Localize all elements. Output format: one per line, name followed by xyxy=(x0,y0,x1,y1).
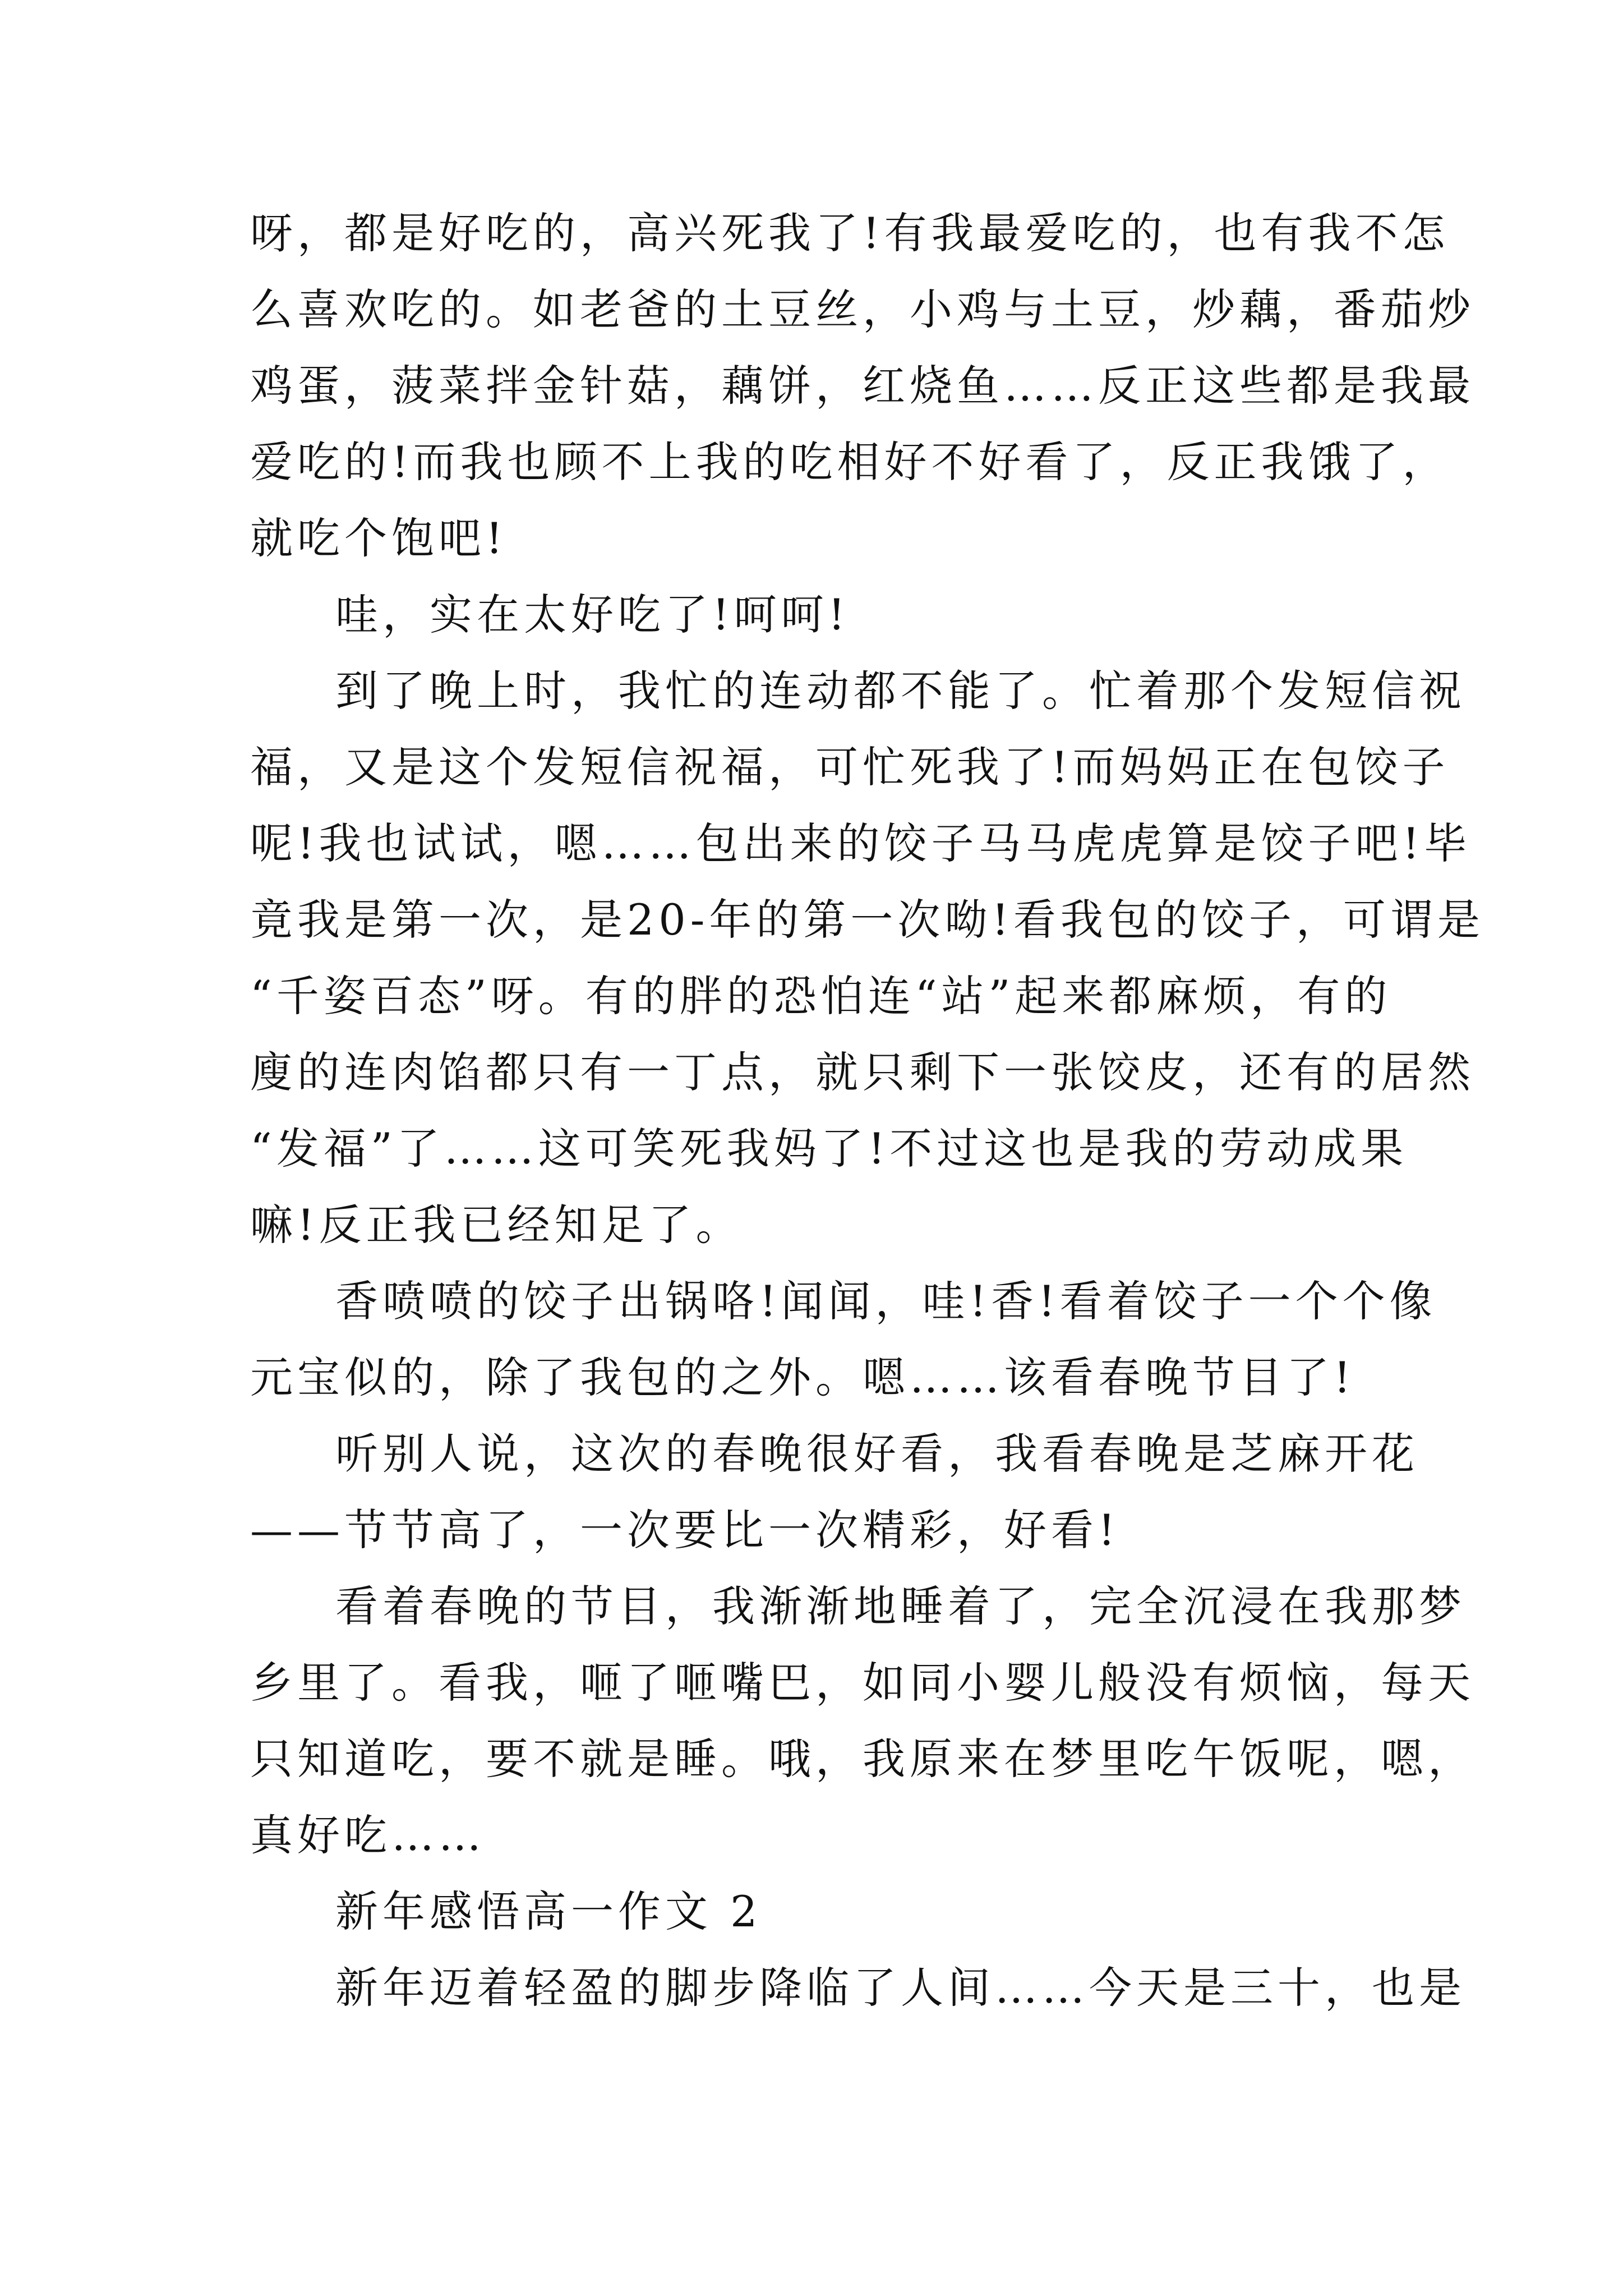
text-line: 呀，都是好吃的，高兴死我了!有我最爱吃的，也有我不怎 xyxy=(250,208,1450,258)
text-line: 元宝似的，除了我包的之外。嗯……该看春晚节目了! xyxy=(250,1352,1355,1402)
text-line: 只知道吃，要不就是睡。哦，我原来在梦里吃午饭呢，嗯， xyxy=(250,1734,1475,1784)
section-heading: 新年感悟高一作文 2 xyxy=(335,1887,762,1936)
text-line: 呢!我也试试，嗯……包出来的饺子马马虎虎算是饺子吧!毕 xyxy=(250,818,1472,868)
paragraph-start-line: 香喷喷的饺子出锅咯!闻闻，哇!香!看着饺子一个个像 xyxy=(335,1276,1437,1326)
text-line: 福，又是这个发短信祝福，可忙死我了!而妈妈正在包饺子 xyxy=(250,742,1450,792)
text-line: 就吃个饱吧! xyxy=(250,513,508,563)
body-text xyxy=(250,195,1484,2026)
text-line: ——节节高了，一次要比一次精彩，好看! xyxy=(250,1505,1120,1555)
paragraph-start-line: 看着春晚的节目，我渐渐地睡着了，完全沉浸在我那梦 xyxy=(335,1581,1466,1631)
text-line: 鸡蛋，菠菜拌金针菇，藕饼，红烧鱼……反正这些都是我最 xyxy=(250,361,1475,411)
paragraph-start-line: 到了晚上时，我忙的连动都不能了。忙着那个发短信祝 xyxy=(335,666,1466,716)
paragraph-start-line: 哇，实在太好吃了!呵呵! xyxy=(335,590,850,639)
text-line: 乡里了。看我，咂了咂嘴巴，如同小婴儿般没有烦恼，每天 xyxy=(250,1658,1475,1708)
text-line: “千姿百态”呀。有的胖的恐怕连“站”起来都麻烦，有的 xyxy=(250,971,1392,1021)
text-line: 爱吃的!而我也顾不上我的吃相好不好看了，反正我饿了， xyxy=(250,437,1450,487)
paragraph-start-line: 听别人说，这次的春晚很好看，我看春晚是芝麻开花 xyxy=(335,1429,1419,1479)
text-line: 嘛!反正我已经知足了。 xyxy=(250,1200,743,1250)
text-line: “发福”了……这可笑死我妈了!不过这也是我的劳动成果 xyxy=(250,1124,1408,1174)
text-line: 么喜欢吃的。如老爸的土豆丝，小鸡与土豆，炒藕，番茄炒 xyxy=(250,284,1475,334)
text-line: 竟我是第一次，是20-年的第一次呦!看我包的饺子，可谓是 xyxy=(250,895,1484,945)
text-line: 真好吃…… xyxy=(250,1810,486,1860)
paragraph-start-line: 新年迈着轻盈的脚步降临了人间……今天是三十，也是 xyxy=(335,1963,1466,2013)
text-line: 廋的连肉馅都只有一丁点，就只剩下一张饺皮，还有的居然 xyxy=(250,1047,1475,1097)
